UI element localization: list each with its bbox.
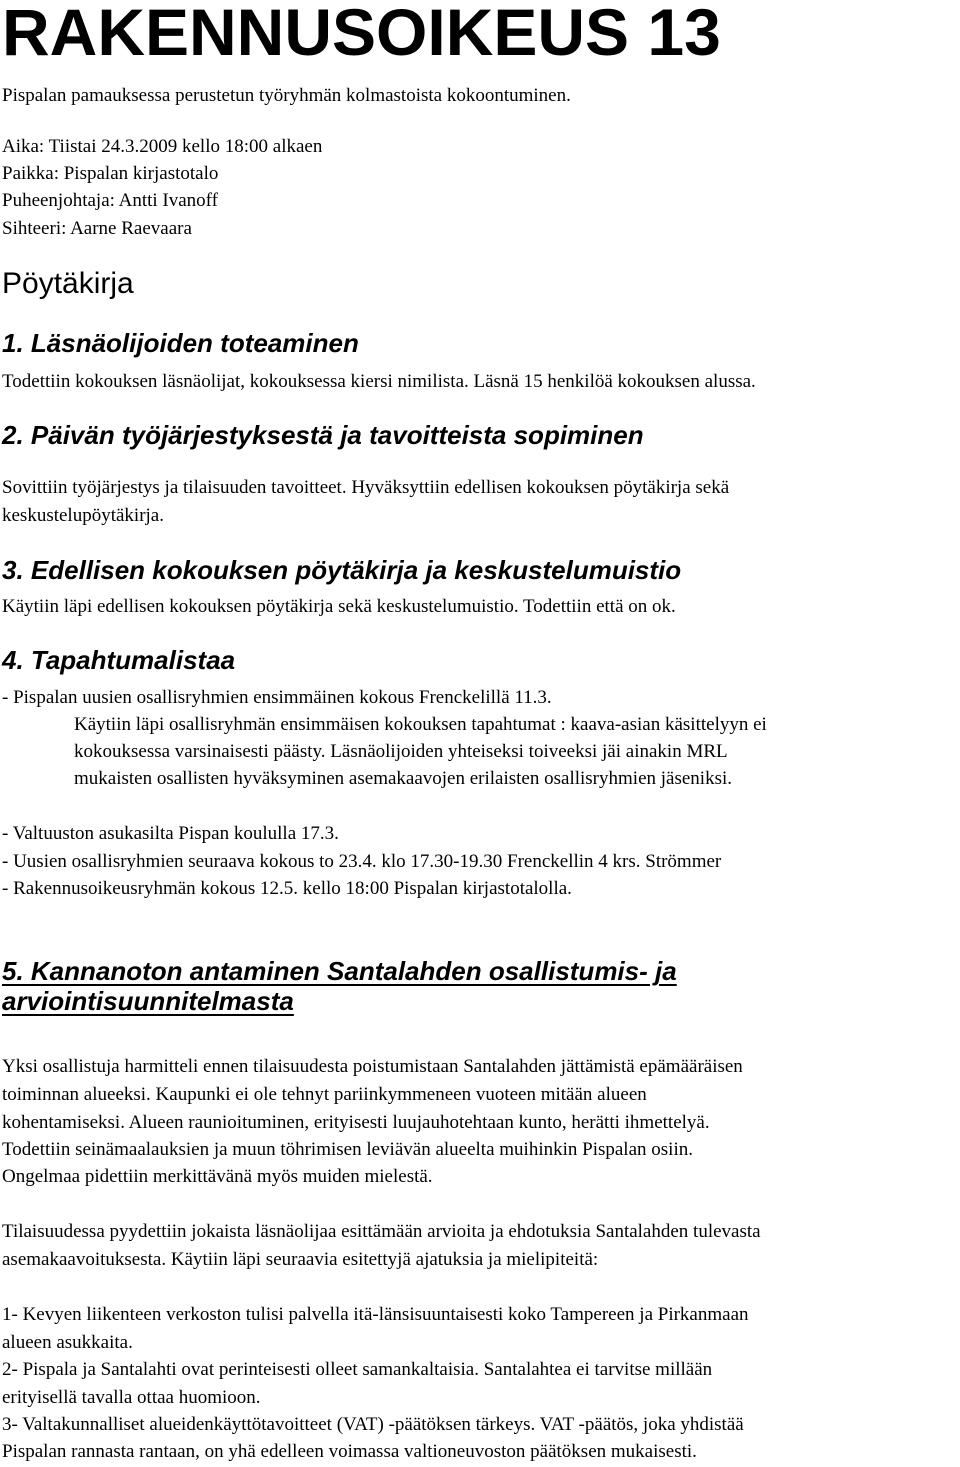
- meta-chair: Puheenjohtaja: Antti Ivanoff: [2, 190, 218, 211]
- document-title: RAKENNUSOIKEUS 13: [2, 0, 721, 69]
- event-item-1-detail-line-2: kokouksessa varsinaisesti päästy. Läsnäolijoiden yhteiseksi toiveeksi jäi ainakin MRL: [74, 741, 728, 762]
- section-1-heading: 1. Läsnäolijoiden toteaminen: [2, 328, 359, 358]
- meta-secretary: Sihteeri: Aarne Raevaara: [2, 218, 192, 239]
- event-item-1-detail-line-1: Käytiin läpi osallisryhmän ensimmäisen kokouksen tapahtumat : kaava-asian käsittelyyn ei: [74, 714, 767, 735]
- opinion-item-3-line-1: 3- Valtakunnalliset alueidenkäyttötavoitteet (VAT) -päätöksen tärkeys. VAT -päätös, joka yhdistää: [2, 1414, 744, 1435]
- section-4-heading: 4. Tapahtumalistaa: [2, 645, 236, 675]
- section-5-heading-line-2: arviointisuunnitelmasta: [2, 986, 294, 1016]
- section-2-text-line-2: keskustelupöytäkirja.: [2, 505, 164, 526]
- section-5-heading: [2, 956, 952, 1016]
- event-item-3: - Uusien osallisryhmien seuraava kokous to 23.4. klo 17.30-19.30 Frenckellin 4 krs. Strömmer: [2, 851, 722, 872]
- event-item-4: - Rakennusoikeusryhmän kokous 12.5. kello 18:00 Pispalan kirjastotalolla.: [2, 878, 572, 899]
- event-item-1: - Pispalan uusien osallisryhmien ensimmäinen kokous Frenckelillä 11.3.: [2, 687, 552, 708]
- opinion-item-2-line-1: 2- Pispala ja Santalahti ovat perinteisesti olleet samankaltaisia. Santalahtea ei tarvitse millään: [2, 1359, 713, 1380]
- opinion-item-1-line-1: 1- Kevyen liikenteen verkoston tulisi palvella itä-länsisuuntaisesti koko Tampereen ja Pirkanmaan: [2, 1304, 749, 1325]
- meta-time: Aika: Tiistai 24.3.2009 kello 18:00 alkaen: [2, 136, 323, 157]
- section-5-para-1-line-5: Ongelmaa pidettiin merkittävänä myös muiden mielestä.: [2, 1166, 433, 1187]
- section-5-heading-line-1: 5. Kannanoton antaminen Santalahden osallistumis- ja: [2, 956, 677, 986]
- section-5-para-1-line-2: toiminnan alueeksi. Kaupunki ei ole tehnyt pariinkymmeneen vuoteen mitään alueen: [2, 1084, 647, 1105]
- event-item-1-detail-line-3: mukaisten osallisten hyväksyminen asemakaavojen erilaisten osallisryhmien jäseniksi.: [74, 768, 732, 789]
- section-2-text-line-1: Sovittiin työjärjestys ja tilaisuuden tavoitteet. Hyväksyttiin edellisen kokouksen pöytäkirja sekä: [2, 477, 730, 498]
- section-5-para-1-line-3: kohentamiseksi. Alueen raunioituminen, erityisesti luujauhotehtaan kunto, herätti ihmettelyä.: [2, 1112, 710, 1133]
- section-3-heading: 3. Edellisen kokouksen pöytäkirja ja keskustelumuistio: [2, 555, 682, 585]
- meta-place: Paikka: Pispalan kirjastotalo: [2, 163, 219, 184]
- event-item-2: - Valtuuston asukasilta Pispan koululla 17.3.: [2, 823, 339, 844]
- intro-text: Pispalan pamauksessa perustetun työryhmän kolmastoista kokoontuminen.: [2, 85, 571, 106]
- opinion-item-1-line-2: alueen asukkaita.: [2, 1332, 133, 1353]
- section-2-heading: 2. Päivän työjärjestyksestä ja tavoitteista sopiminen: [2, 420, 644, 450]
- minutes-heading: Pöytäkirja: [2, 267, 134, 300]
- section-5-para-2-line-1: Tilaisuudessa pyydettiin jokaista läsnäolijaa esittämään arvioita ja ehdotuksia Santalahden tulevasta: [2, 1221, 761, 1242]
- opinion-item-3-line-2: Pispalan rannasta rantaan, on yhä edelleen voimassa valtioneuvoston päätöksen mukaisesti.: [2, 1441, 697, 1462]
- section-1-text: Todettiin kokouksen läsnäolijat, kokouksessa kiersi nimilista. Läsnä 15 henkilöä kokouksen alussa.: [2, 371, 756, 392]
- section-5-para-1-line-4: Todettiin seinämaalauksien ja muun töhrimisen leviävän alueelta muihinkin Pispalan osiin.: [2, 1139, 693, 1160]
- opinion-item-2-line-2: erityisellä tavalla ottaa huomioon.: [2, 1387, 261, 1408]
- section-5-para-2-line-2: asemakaavoituksesta. Käytiin läpi seuraavia esitettyjä ajatuksia ja mielipiteitä:: [2, 1249, 599, 1270]
- section-3-text: Käytiin läpi edellisen kokouksen pöytäkirja sekä keskustelumuistio. Todettiin että on ok.: [2, 596, 676, 617]
- section-5-para-1-line-1: Yksi osallistuja harmitteli ennen tilaisuudesta poistumistaan Santalahden jättämistä epämääräisen: [2, 1056, 743, 1077]
